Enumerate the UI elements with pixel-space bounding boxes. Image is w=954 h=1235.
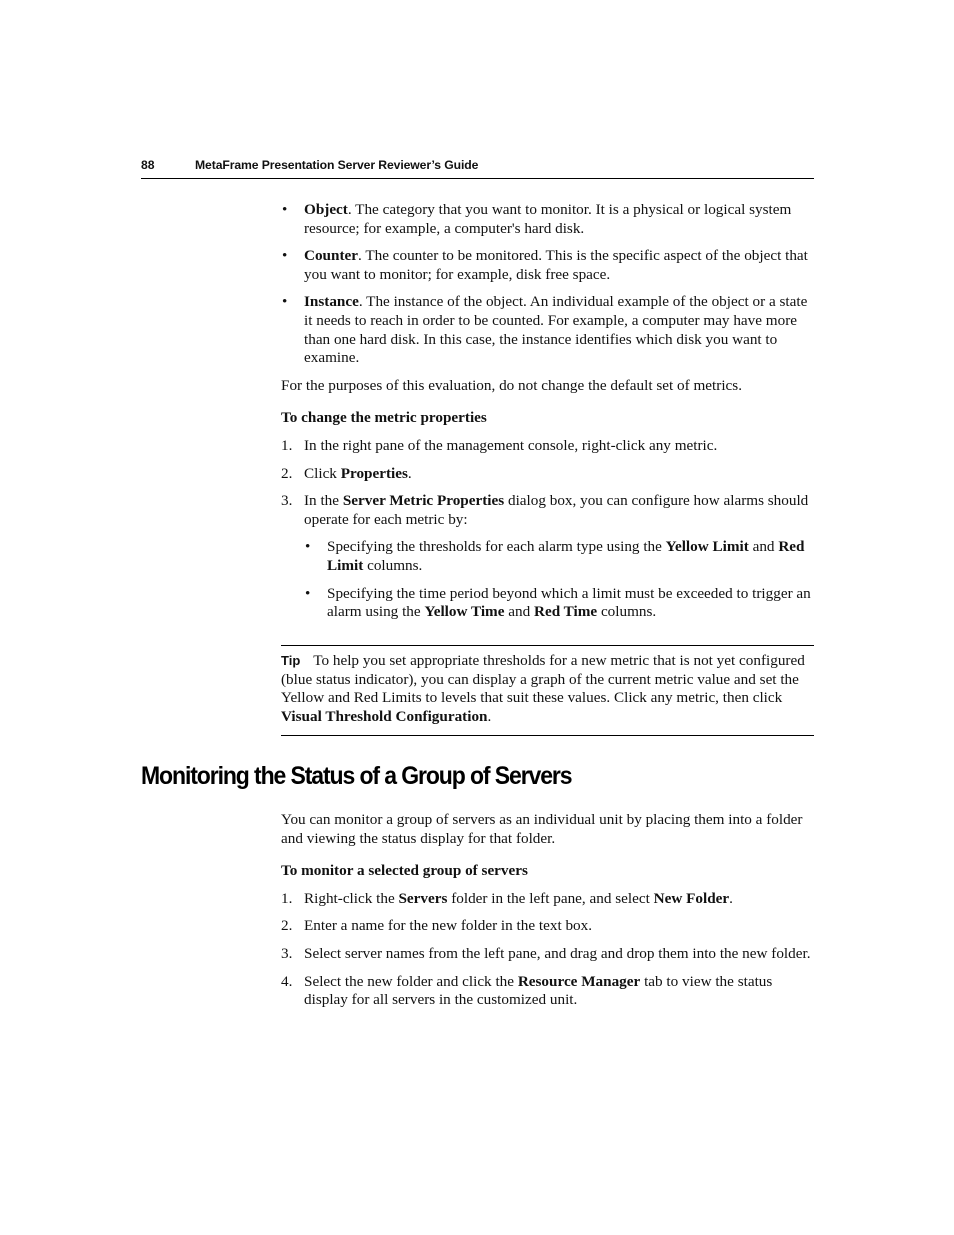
sub-list-item: • Specifying the thresholds for each alarm type using the Yellow Limit and Red Limit columns. <box>305 538 805 574</box>
page-header <box>141 154 814 179</box>
section-title: Monitoring the Status of a Group of Servers <box>141 762 572 790</box>
step-number: 1. <box>281 889 293 907</box>
tip-box: Tip To help you set appropriate thresholds for a new metric that is not yet configured (blue status indicator), you can display a graph of the current metric value and set the Yellow and Red Limits to levels that suit these values. Click any metric, then click Visual Threshold Configuration. <box>281 645 814 736</box>
term-description: . The instance of the object. An individual example of the object or a state it needs to reach in order to be counted. For example, a computer may have more than one hard disk. In this case, the instance identifies which disk you want to examine. <box>304 293 808 367</box>
step-number: 3. <box>281 492 293 510</box>
running-title: MetaFrame Presentation Server Reviewer’s Guide <box>195 158 479 172</box>
step-text: Select server names from the left pane, and drag and drop them into the new folder. <box>304 944 811 962</box>
step-number: 2. <box>281 464 293 482</box>
list-item <box>281 293 814 367</box>
step-number: 2. <box>281 917 293 935</box>
metric-terms-list <box>281 201 814 622</box>
tip-bold: Visual Threshold Configuration <box>281 707 488 725</box>
tip-label: Tip <box>281 653 301 668</box>
list-item <box>281 201 814 238</box>
section-body <box>281 811 814 1010</box>
step-text: In the right pane of the management console, right-click any metric. <box>304 436 718 454</box>
procedure-step <box>281 945 814 964</box>
term-description: . The counter to be monitored. This is the specific aspect of the object that you want to monitor; for example, disk free space. <box>304 247 808 283</box>
step-number: 3. <box>281 944 293 962</box>
bullet-marker: • <box>282 201 288 218</box>
list-item <box>281 247 814 284</box>
procedure-step <box>281 917 814 936</box>
page-number: 88 <box>141 158 155 172</box>
bullet-marker: • <box>305 584 311 602</box>
tip-text: To help you set appropriate thresholds for a new metric that is not yet configured (blue status indicator), you can display a graph of the current metric value and set the Yellow and Red Limits to levels that suit these values. Click any metric, then click <box>281 652 805 707</box>
step-text: Enter a name for the new folder in the text box. <box>304 917 593 935</box>
procedure-heading: To monitor a selected group of servers <box>281 862 528 880</box>
bullet-marker: • <box>282 247 288 265</box>
term-description: . The category that you want to monitor. It is a physical or logical system resource; for example, a computer's hard disk. <box>304 201 792 237</box>
bullet-marker: • <box>305 538 311 556</box>
step-number: 1. <box>281 436 293 454</box>
term: Object <box>304 201 348 218</box>
term: Instance <box>304 293 359 311</box>
procedure-step <box>281 437 814 456</box>
procedure-step: 4. Select the new folder and click the Resource Manager tab to view the status display for all servers in the customized unit. <box>281 972 773 1009</box>
bullet-marker: • <box>282 293 288 311</box>
procedure-step: 3. In the Server Metric Properties dialog box, you can configure how alarms should operate for each metric by: <box>281 492 809 528</box>
procedure-heading: To change the metric properties <box>281 409 487 427</box>
term: Counter <box>304 247 358 265</box>
procedure-step: 2. Click Properties. <box>281 464 412 482</box>
paragraph: For the purposes of this evaluation, do not change the default set of metrics. <box>281 376 742 394</box>
procedure-step: 1. Right-click the Servers folder in the left pane, and select New Folder. <box>281 889 733 907</box>
sub-list-item: • Specifying the time period beyond which a limit must be exceeded to trigger an alarm using the Yellow Time and Red Time columns. <box>305 584 811 621</box>
paragraph: You can monitor a group of servers as an individual unit by placing them into a folder and viewing the status display for that folder. <box>281 811 803 847</box>
step-number: 4. <box>281 972 293 990</box>
